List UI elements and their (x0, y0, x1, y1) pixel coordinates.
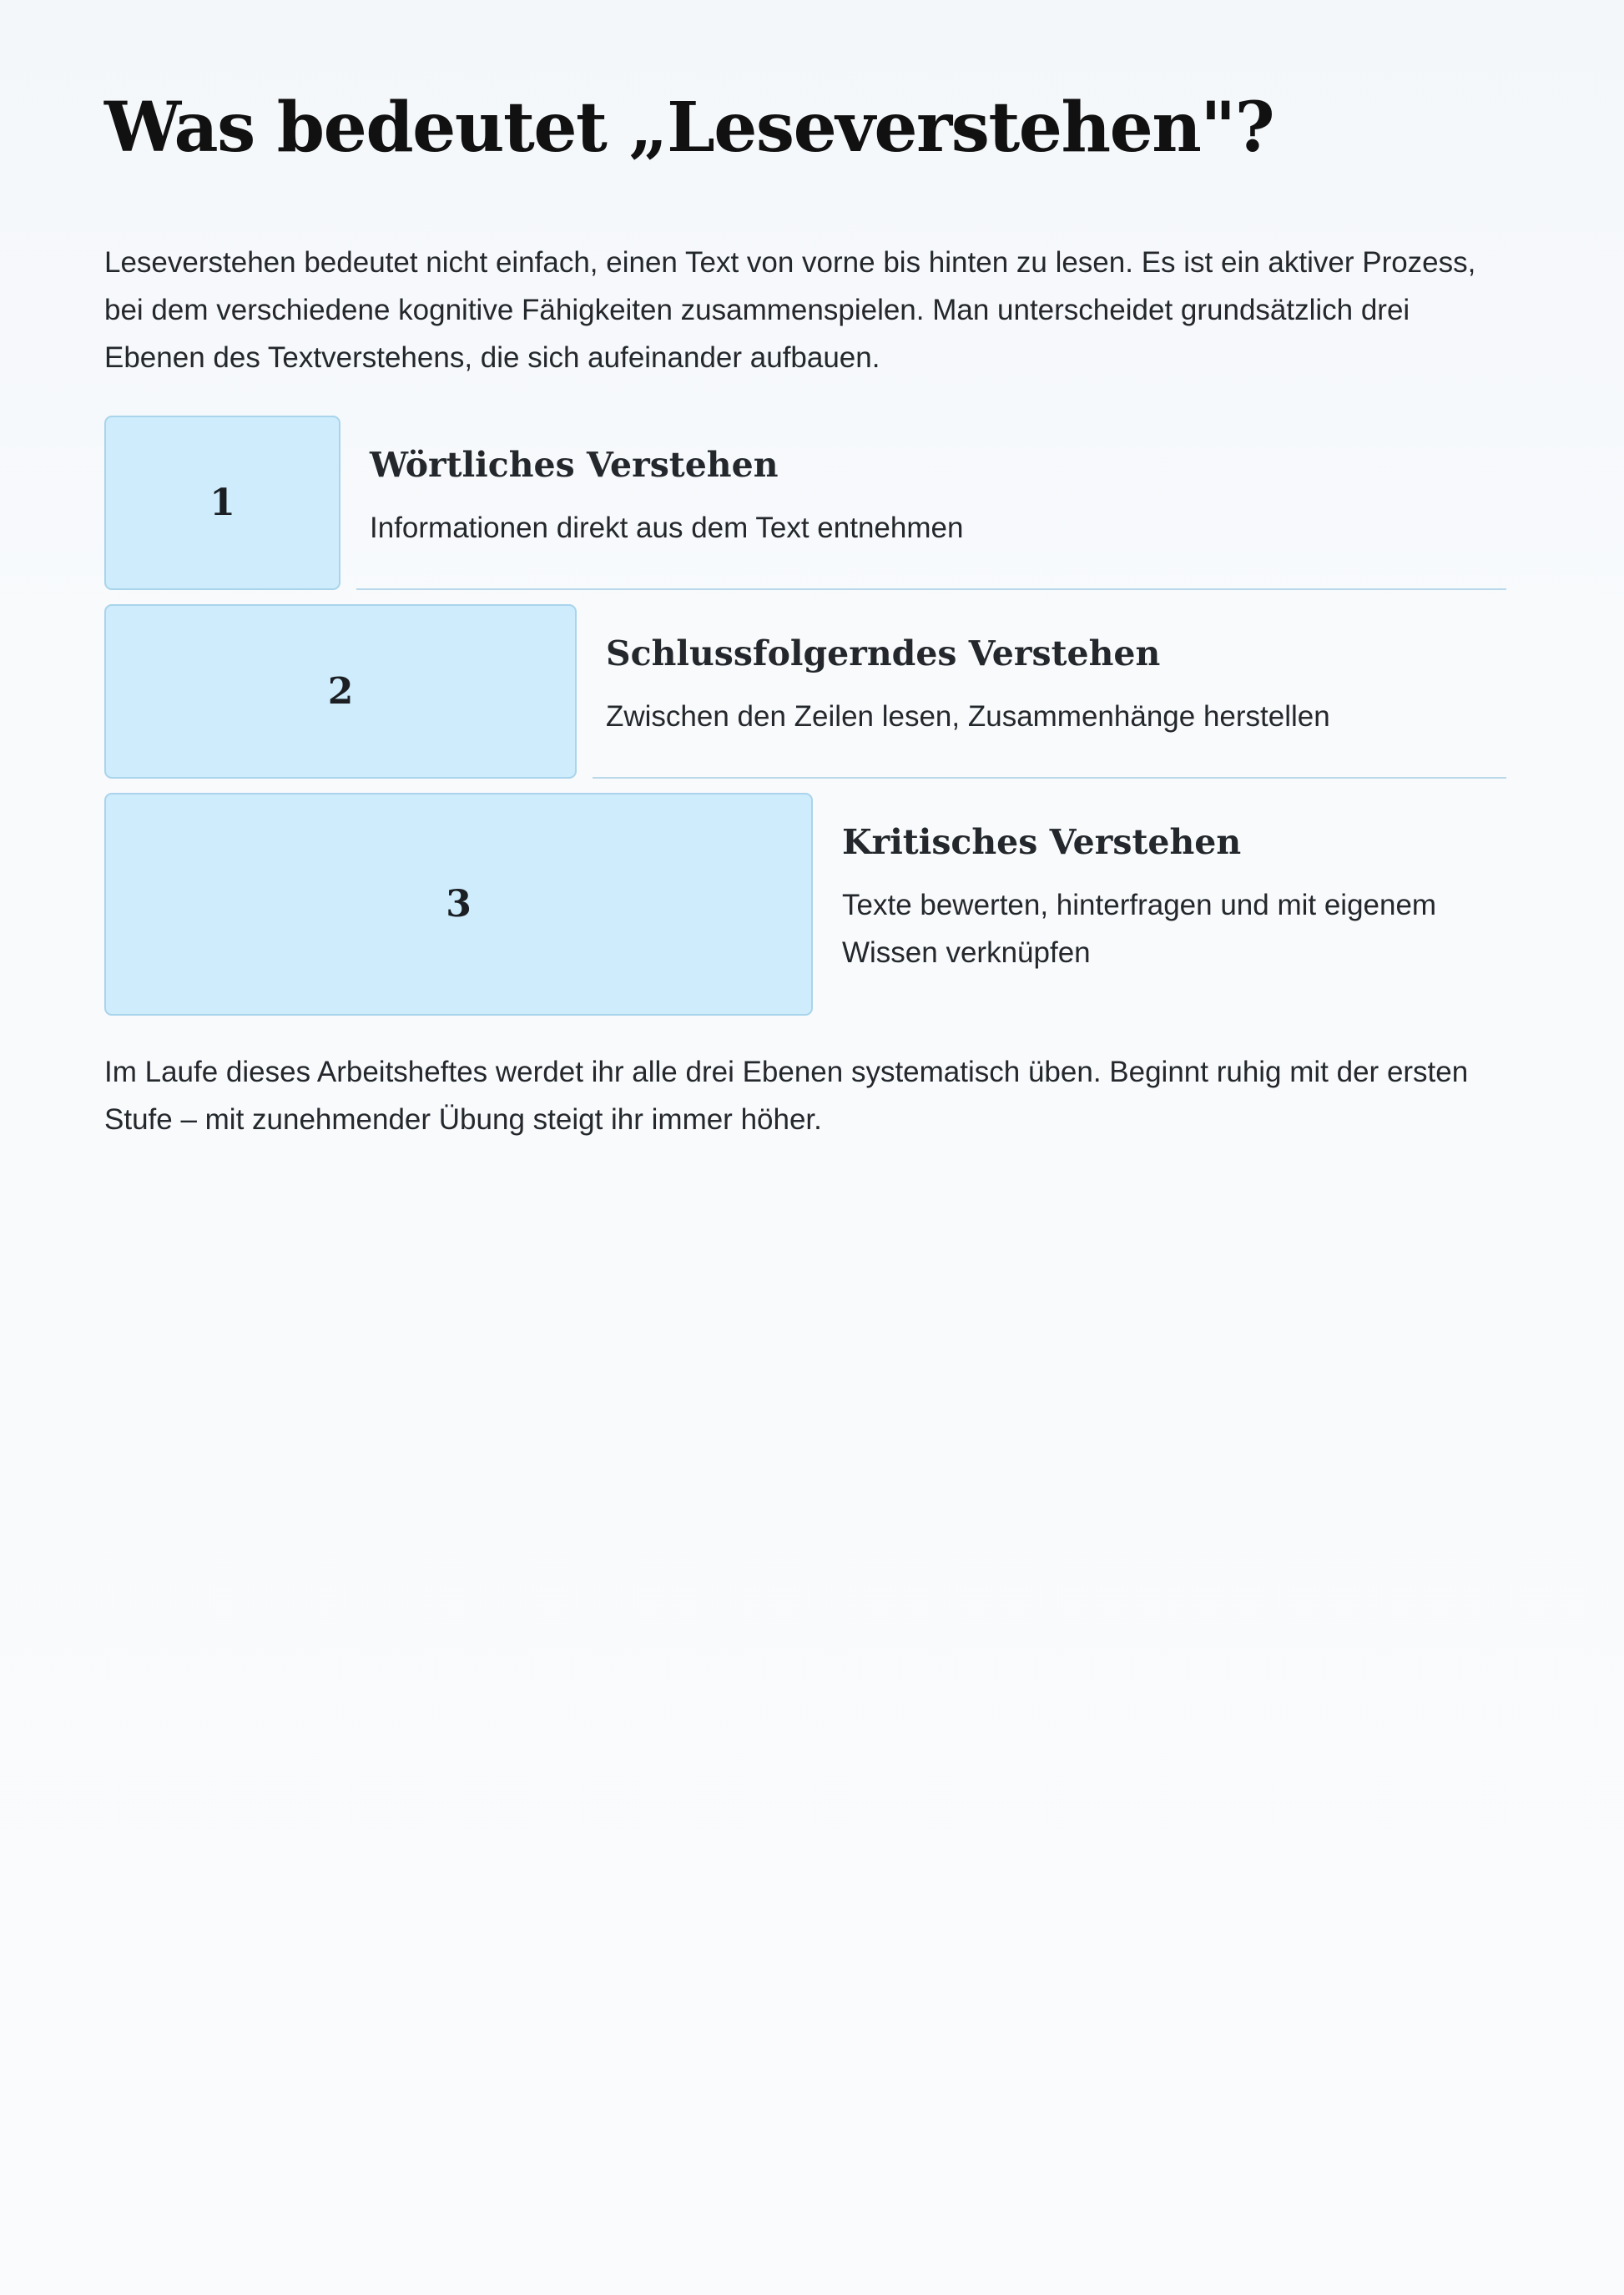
level-3-step-box (104, 793, 813, 1016)
level-3-text (842, 821, 1505, 976)
outro-paragraph: Im Laufe dieses Arbeitsheftes werdet ihr alle drei Ebenen systematisch üben. Beginnt ruhig mit der ersten Stufe – mit zunehmender Übung steigt ihr immer höher. (104, 1056, 1469, 1136)
level-3-heading: Kritisches Verstehen (842, 822, 1242, 862)
level-2-text (606, 633, 1505, 740)
level-1-heading: Wörtliches Verstehen (370, 445, 779, 485)
level-2-number: 2 (327, 670, 354, 713)
page-title: Was bedeutet „Leseverstehen"? (104, 88, 1274, 168)
level-2 (104, 604, 1506, 779)
intro-paragraph: Leseverstehen bedeutet nicht einfach, einen Text von vorne bis hinten zu lesen. Es ist ein aktiver Prozess, bei dem verschiedene kognitive Fähigkeiten zusammenspielen. Man unterscheidet grundsätzlich drei Ebenen des Textverstehens, die sich aufeinander aufbauen. (104, 246, 1476, 374)
level-1-description: Informationen direkt aus dem Text entnehmen (370, 512, 964, 544)
level-1-step-box (104, 416, 340, 590)
level-2-description: Zwischen den Zeilen lesen, Zusammenhänge herstellen (606, 700, 1330, 733)
level-3-description: Texte bewerten, hinterfragen und mit eigenem Wissen verknüpfen (842, 889, 1437, 969)
level-2-divider (593, 777, 1506, 779)
level-3-number: 3 (446, 883, 472, 926)
level-1-number: 1 (209, 482, 235, 524)
level-1-text (370, 444, 1505, 552)
level-3 (104, 793, 1506, 1016)
level-1-divider (356, 588, 1506, 590)
level-2-step-box (104, 604, 577, 779)
level-2-heading: Schlussfolgerndes Verstehen (606, 633, 1161, 673)
level-1 (104, 416, 1506, 591)
